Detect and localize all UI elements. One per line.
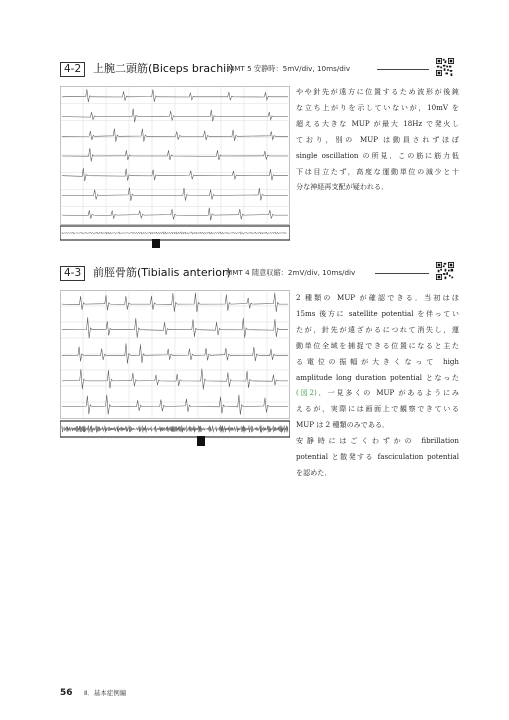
section-title: 前脛骨筋(Tibialis anterior) (93, 266, 231, 279)
body-line: 15ms 後方に satellite potential を伴ってい (296, 308, 459, 318)
recording-params: MMT 5 安静時：5mV/div, 10ms/div (228, 64, 351, 73)
qr-code-icon[interactable] (436, 58, 454, 76)
time-marker (197, 436, 205, 446)
body-line: 2 種類の MUP が確認できる．当初はほ (296, 293, 459, 302)
title-rule (375, 273, 429, 274)
section-body (296, 290, 459, 481)
body-line: えるが，実際には画面上で観察できている (296, 404, 459, 414)
body-line: やや針先が遠方に位置するため波形が後鈍 (296, 87, 459, 96)
body-line: を認めた． (296, 467, 332, 477)
body-text-fragment: ．一見多くの MUP があるようにみ (316, 388, 459, 398)
body-line: 下は目立たず，高度な運動単位の減少と十 (296, 166, 459, 176)
body-line: な立ち上がりを示していないが，10mV を (296, 102, 459, 112)
recording-params: MMT 4 随意収縮：2mV/div, 10ms/div (226, 268, 356, 277)
body-line: 動単位全域を捕捉できる位置になると主た (296, 340, 459, 350)
section-title: 上腕二頭筋(Biceps brachii) (93, 62, 234, 75)
section-body (296, 84, 459, 195)
body-line: たが，針先が遠ざかるにつれて消失し，運 (296, 324, 459, 334)
body-line: potential と散発する fasciculation potential (296, 452, 459, 462)
section-number: 4-3 (60, 266, 85, 281)
figure-reference-link[interactable]: (図2) (296, 388, 317, 398)
emg-recording-figure (60, 290, 290, 450)
body-line: 分な神経再支配が疑われる． (296, 182, 389, 192)
body-line: 安静時にはごくわずかの fibrillation (296, 436, 459, 446)
body-line: amplitude long duration potential となった (296, 372, 459, 382)
body-line: single oscillation の所見．この筋に筋力低 (296, 150, 459, 160)
body-line: 超える大きな MUP が最大 18Hz で発火し (296, 118, 459, 128)
section-number: 4-2 (60, 62, 85, 77)
body-line: る電位の振幅が大きくなって high (296, 356, 459, 366)
body-line: ており，別の MUP は動員されずほぼ (296, 134, 459, 144)
body-line: MUP は 2 種類のみである． (296, 420, 390, 430)
page-number: 56 (60, 688, 73, 698)
title-rule (377, 69, 429, 70)
time-marker (152, 239, 160, 248)
body-line (296, 385, 459, 401)
emg-recording-figure (60, 86, 290, 248)
qr-code-icon[interactable] (436, 262, 454, 280)
chapter-label: Ⅱ．基本症例編 (84, 689, 127, 697)
